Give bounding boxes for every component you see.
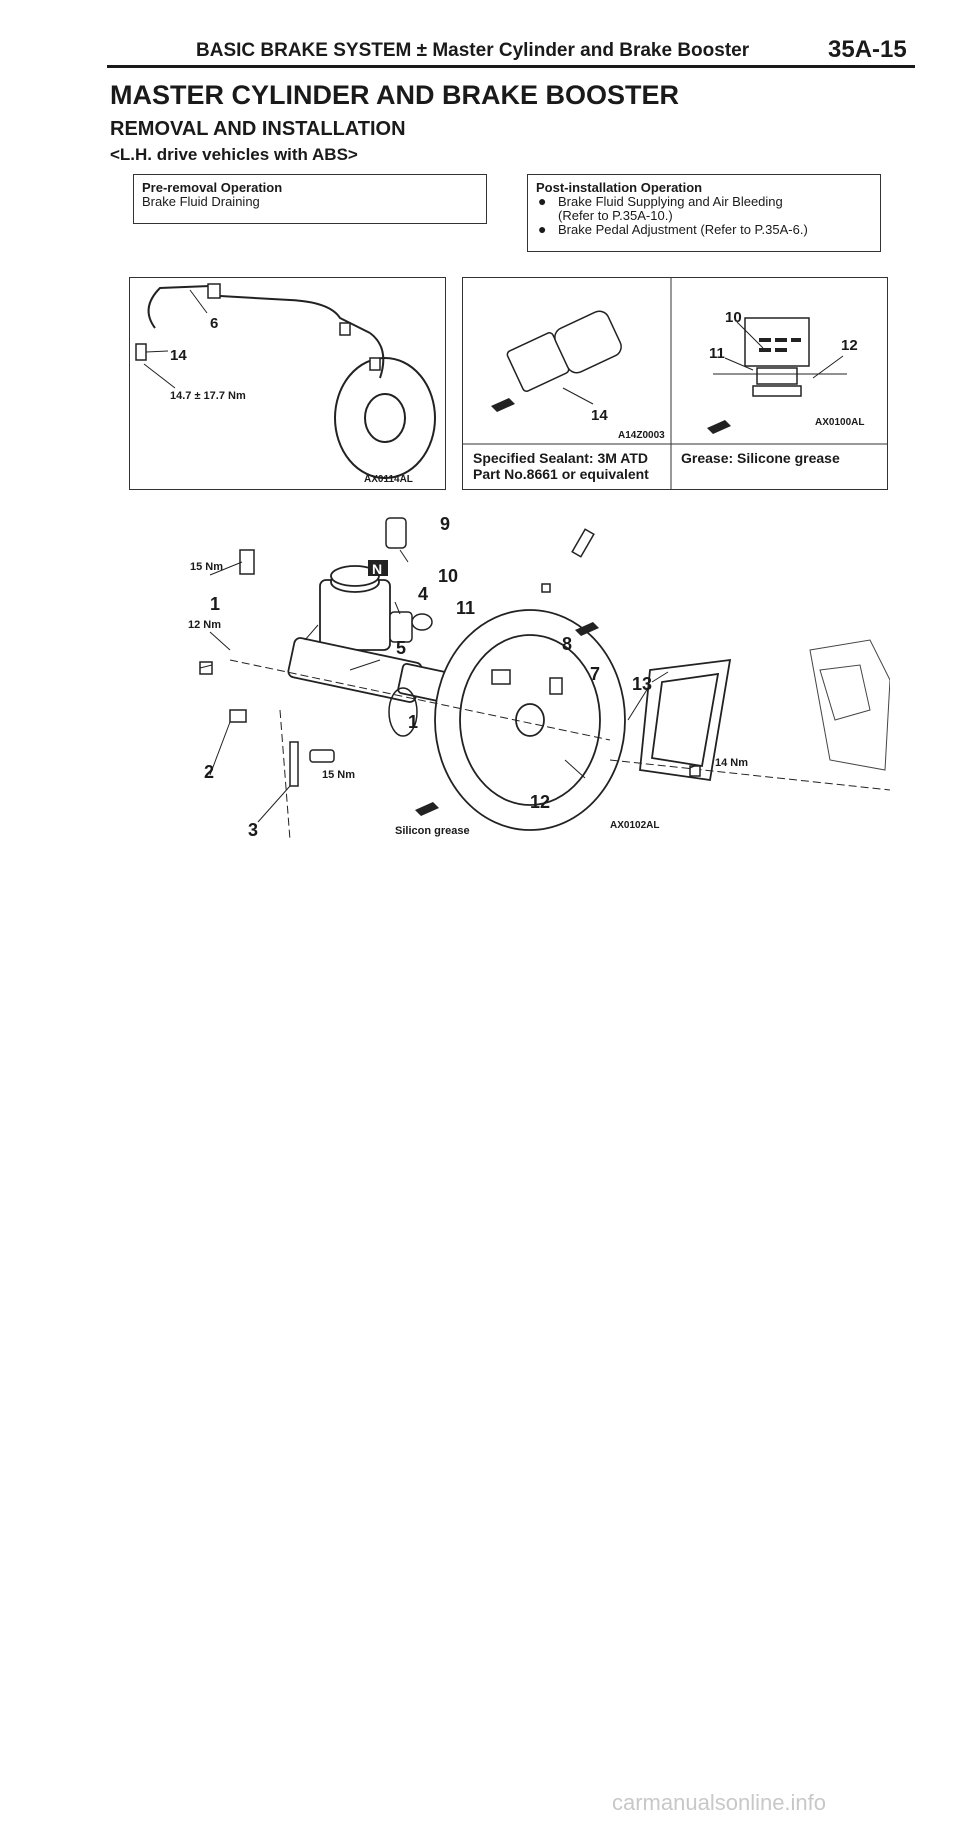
booster-body [335, 358, 435, 478]
callout-14: 14 [170, 347, 187, 364]
pre-removal-box [133, 174, 487, 224]
header-divider [107, 65, 915, 68]
sealant-caption: Specified Sealant: 3M ATD Part No.8661 or equivalent [473, 450, 649, 482]
post-installation-heading: Post-installation Operation [536, 180, 703, 195]
item-text: Brake Fluid Supplying and Air Bleeding [558, 194, 783, 209]
exploded-diagram [170, 510, 890, 850]
callout-9: 9 [440, 514, 451, 534]
callout-4: 4 [418, 584, 429, 604]
section-subtitle: REMOVAL AND INSTALLATION [110, 118, 406, 140]
grease-icon [707, 420, 731, 434]
grease-icon [415, 802, 439, 816]
figure-code: AX0102AL [610, 820, 660, 831]
callout-7: 7 [590, 664, 601, 684]
post-installation-item [536, 223, 872, 237]
pipe-fitting [208, 284, 220, 298]
callout-3: 3 [248, 820, 259, 840]
page-title: MASTER CYLINDER AND BRAKE BOOSTER [110, 80, 680, 110]
figure-brake-line-panel [129, 277, 446, 490]
pipe-fitting [136, 344, 146, 360]
callout-11: 11 [456, 598, 476, 618]
figure-code: AX0114AL [364, 474, 413, 485]
clip [550, 678, 562, 694]
brake-pipe [370, 333, 383, 378]
item-text-cont: (Refer to P.35A-10.) [558, 208, 673, 223]
sealant-icon [491, 398, 515, 412]
bullet-icon: ● [538, 221, 547, 237]
callout-1: 1 [210, 594, 221, 614]
vehicle-variant: <L.H. drive vehicles with ABS> [110, 145, 358, 164]
callout-10: 10 [438, 566, 459, 586]
figure-detail-panel [462, 277, 888, 490]
pre-removal-heading: Pre-removal Operation [142, 180, 283, 195]
pipe-fitting [240, 550, 254, 574]
torque-15nm: 15 Nm [190, 561, 224, 573]
connector [230, 710, 246, 722]
post-installation-box [527, 174, 881, 252]
page-number: 35A-15 [828, 36, 907, 63]
item-text: Brake Pedal Adjustment (Refer to P.35A-6.) [558, 222, 808, 237]
grease-note: Silicon grease [395, 825, 470, 837]
connector [745, 318, 809, 396]
new-part-label: N [372, 561, 383, 577]
callout-8: 8 [562, 634, 573, 654]
sensor-fitting [506, 308, 624, 393]
callout-10: 10 [725, 309, 742, 326]
grease-caption: Grease: Silicone grease [681, 450, 840, 466]
callout-11: 11 [709, 345, 725, 362]
bracket [290, 742, 298, 786]
callout-2: 2 [204, 762, 215, 782]
reservoir [320, 566, 390, 650]
brake-line-illustration [130, 278, 445, 489]
callout-12: 12 [841, 337, 858, 354]
running-header-title: BASIC BRAKE SYSTEM ± Master Cylinder and Brake Booster [196, 40, 750, 61]
callout-12: 12 [530, 792, 551, 812]
bullet-icon: ● [538, 193, 547, 209]
connector [492, 670, 510, 684]
footer-watermark: carmanualsonline.info [612, 1790, 827, 1815]
torque-12nm: 12 Nm [188, 619, 222, 631]
callout-14: 14 [591, 407, 608, 424]
callout-5: 5 [396, 638, 407, 658]
brake-pipe [149, 286, 210, 328]
pre-removal-item: Brake Fluid Draining [142, 194, 260, 209]
dash-panel [810, 640, 890, 770]
sensor [386, 518, 406, 548]
post-installation-item [536, 195, 872, 223]
callout-1: 1 [408, 712, 419, 732]
torque-spec: 14.7 ± 17.7 Nm [170, 390, 246, 402]
torque-14nm: 14 Nm [715, 757, 749, 769]
seal [412, 614, 432, 630]
figure-code: A14Z0003 [618, 430, 665, 441]
callout-13: 13 [632, 674, 653, 694]
figure-code: AX0100AL [815, 417, 865, 428]
callout-6: 6 [210, 315, 219, 332]
torque-15nm: 15 Nm [322, 769, 356, 781]
